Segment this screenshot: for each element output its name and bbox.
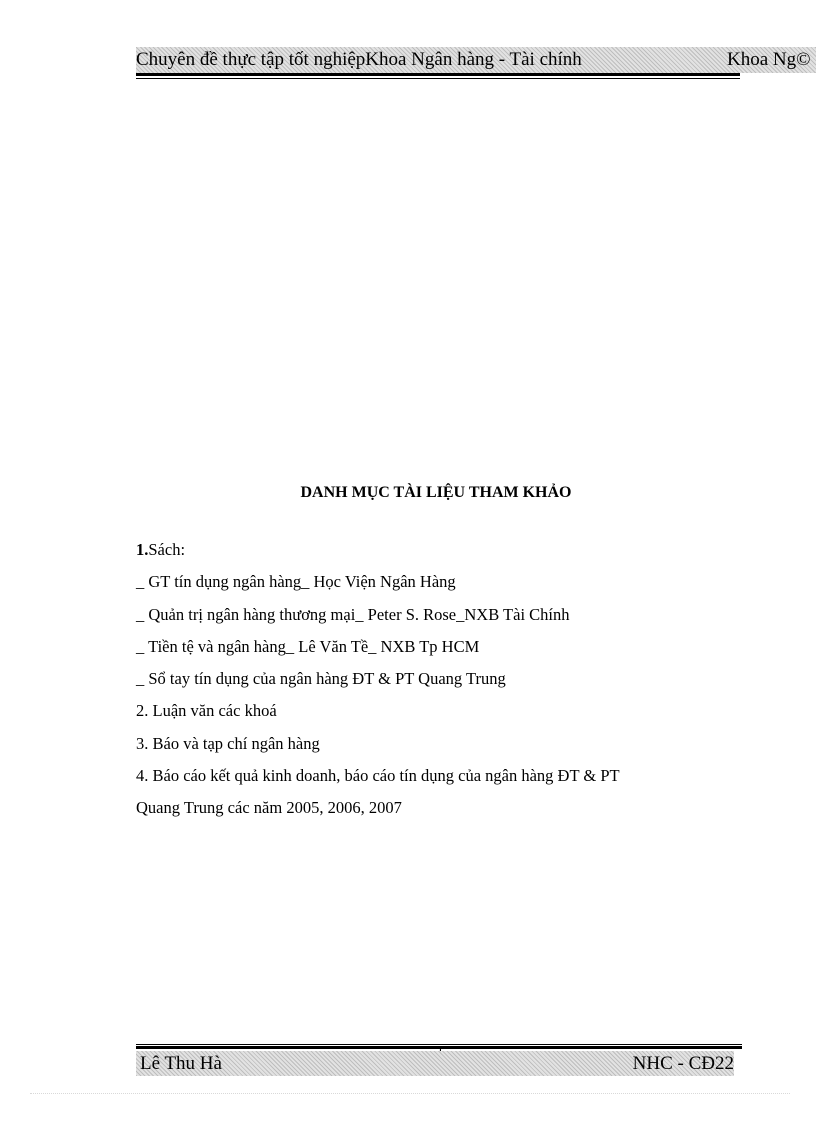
- book-item: _ Quản trị ngân hàng thương mại_ Peter S. Rose_NXB Tài Chính: [136, 604, 570, 624]
- section-label: Sách:: [148, 540, 186, 559]
- reference-item-4-line-2: Quang Trung các năm 2005, 2006, 2007: [136, 798, 402, 818]
- references-heading: DANH MỤC TÀI LIỆU THAM KHẢO: [300, 484, 572, 501]
- page-header: [136, 47, 816, 73]
- book-item: _ GT tín dụng ngân hàng_ Học Viện Ngân Hàng: [136, 572, 456, 592]
- reference-item-4-line-1: 4. Báo cáo kết quả kinh doanh, báo cáo tín dụng của ngân hàng ĐT & PT: [136, 766, 620, 786]
- book-item: _ Tiền tệ và ngân hàng_ Lê Văn Tề_ NXB Tp HCM: [136, 636, 480, 656]
- footer-class-code: NHC - CĐ22: [632, 1053, 734, 1074]
- page-bottom-border: [30, 1093, 790, 1094]
- section-books-heading: [136, 534, 736, 566]
- book-item: _ Sổ tay tín dụng của ngân hàng ĐT & PT Quang Trung: [136, 669, 506, 689]
- header-title: Chuyên đề thực tập tốt nghiệpKhoa Ngân hàng - Tài chính: [136, 49, 582, 70]
- header-rule-thin: [136, 78, 740, 79]
- footer-author: Lê Thu Hà: [140, 1053, 222, 1074]
- page-footer: [136, 1051, 734, 1076]
- references-list: [136, 534, 736, 825]
- header-rule-thick: [136, 73, 740, 76]
- header-right-fragment: Khoa Ng©: [727, 49, 811, 70]
- section-number: 1.: [136, 540, 149, 559]
- reference-item-3: 3. Báo và tạp chí ngân hàng: [136, 733, 320, 753]
- reference-item-2: 2. Luận văn các khoá: [136, 701, 277, 721]
